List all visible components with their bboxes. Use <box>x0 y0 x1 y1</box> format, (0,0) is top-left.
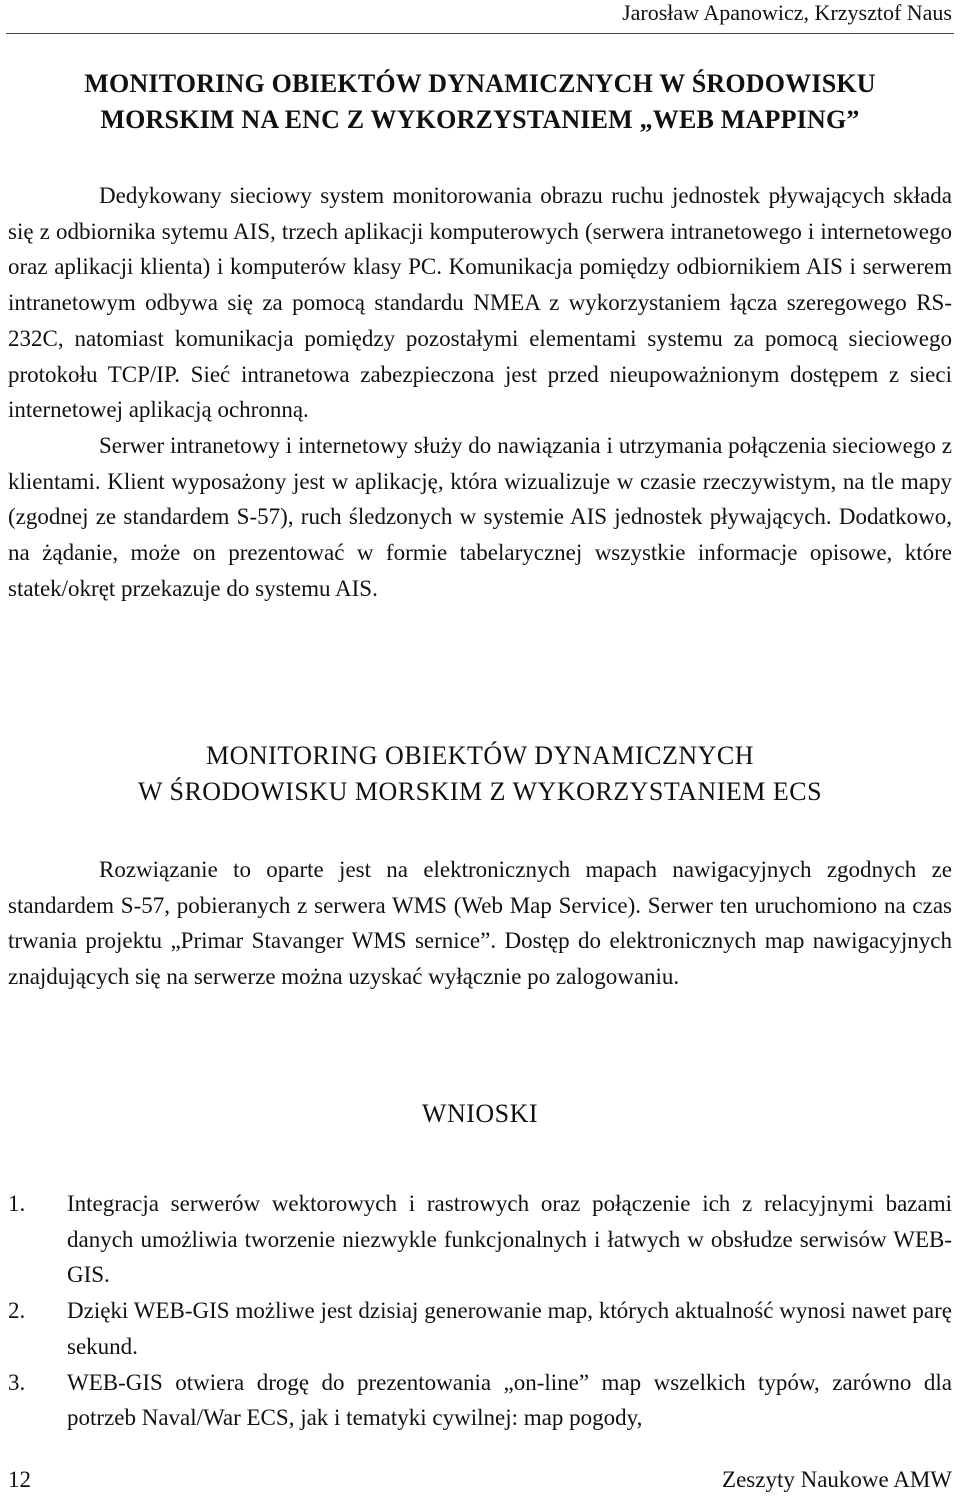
intro-paragraph-1: Dedykowany sieciowy system monitorowania obrazu ruchu jednostek pływających składa się z odbiornika sytemu AIS, trzech aplikacji komputerowych (serwera intranetowego i internetowego oraz aplikacji klienta) i komputerów klasy PC. Komunikacja pomiędzy odbiornikiem AIS i serwerem intranetowym odbywa się za pomocą standardu NMEA z wykorzystaniem łącza szeregowego RS-232C, natomiast komunikacja pomiędzy pozostałymi elementami systemu za pomocą sieciowego protokołu TCP/IP. Sieć intranetowa zabezpieczona jest przed nieupoważnionym dostępem z sieci internetowej aplikacją ochronną. <box>8 183 952 423</box>
page-number: 12 <box>8 1467 31 1492</box>
list-item <box>8 1365 952 1436</box>
list-item-text: Dzięki WEB-GIS możliwe jest dzisiaj generowanie map, których aktualność wynosi nawet parę sekund. <box>67 1298 952 1359</box>
journal-name: Zeszyty Naukowe AMW <box>722 1467 952 1492</box>
section-heading-conclusions: WNIOSKI <box>421 1099 539 1128</box>
section-heading-ecs-line-2: W ŚRODOWISKU MORSKIM Z WYKORZYSTANIEM ECS <box>137 777 823 806</box>
list-item-text: Integracja serwerów wektorowych i rastrowych oraz połączenie ich z relacyjnymi bazami danych umożliwia tworzenie niezwykle funkcjonalnych i łatwych w obsłudze serwisów WEB-GIS. <box>67 1191 952 1288</box>
article-title <box>0 66 960 138</box>
running-header-authors: Jarosław Apanowicz, Krzysztof Naus <box>622 0 952 25</box>
list-item-number: 1. <box>8 1191 26 1216</box>
article-title-line-1: MONITORING OBIEKTÓW DYNAMICZNYCH W ŚRODOWISKU <box>84 69 876 98</box>
section-heading-ecs-line-1: MONITORING OBIEKTÓW DYNAMICZNYCH <box>205 741 754 770</box>
ecs-paragraph: Rozwiązanie to oparte jest na elektronicznych mapach nawigacyjnych zgodnych ze standardem S-57, pobieranych z serwera WMS (Web Map Service). Serwer ten uruchomiono na czas trwania projektu „Primar Stavanger WMS sernice”. Dostęp do elektronicznych map nawigacyjnych znajdujących się na serwerze można uzyskać wyłącznie po zalogowaniu. <box>8 857 952 990</box>
list-item-number: 3. <box>8 1369 26 1395</box>
list-item-text: WEB-GIS otwiera drogę do prezentowania „on-line” map wszelkich typów, zarówno dla potrzeb Naval/War ECS, jak i tematyki cywilnej: map pogody, <box>67 1369 952 1431</box>
section-heading-ecs <box>0 738 960 810</box>
conclusions-list <box>8 1186 952 1436</box>
header-divider <box>6 33 954 34</box>
list-item-number: 2. <box>8 1298 26 1324</box>
intro-section <box>8 178 952 606</box>
article-title-line-2: MORSKIM NA ENC Z WYKORZYSTANIEM „WEB MAPPING” <box>100 105 860 134</box>
list-item <box>8 1293 952 1364</box>
intro-paragraph-2: Serwer intranetowy i internetowy służy do nawiązania i utrzymania połączenia sieciowego z klientami. Klient wyposażony jest w aplikację, która wizualizuje w czasie rzeczywistym, na tle mapy (zgodnej ze standardem S-57), ruch śledzonych w systemie AIS jednostek pływających. Dodatkowo, na żądanie, może on prezentować w formie tabelarycznej wszystkie informacje opisowe, które statek/okręt przekazuje do systemu AIS. <box>8 432 952 601</box>
list-item <box>8 1186 952 1293</box>
